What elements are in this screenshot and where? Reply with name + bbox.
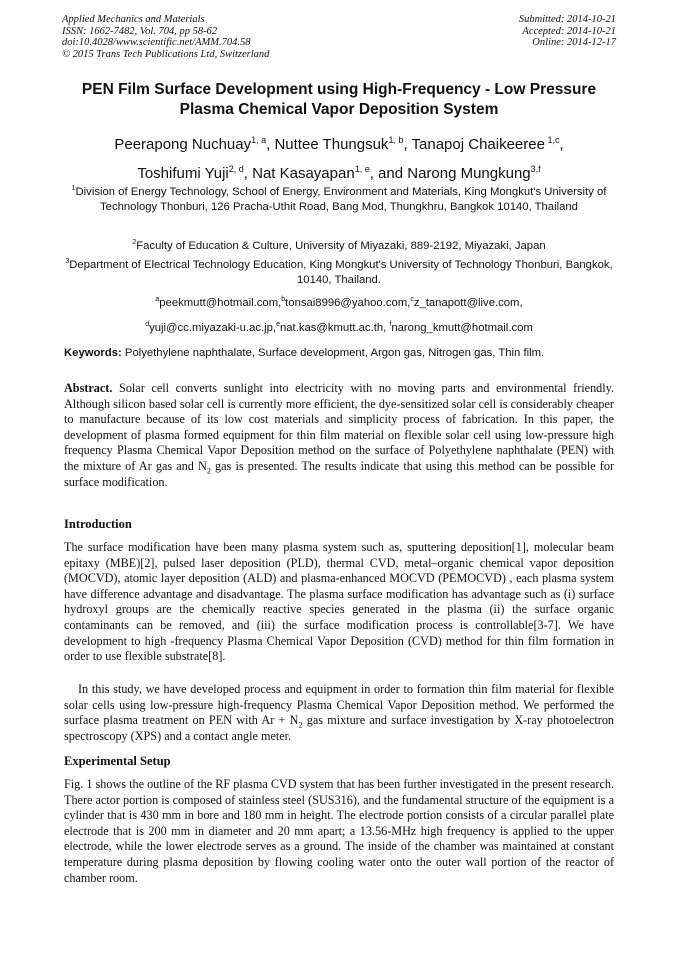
affiliation-2: $^2$Faculty of Education & Culture, University of Miyazaki, 889-2192, Miyazaki, Japan [132,239,546,252]
introduction-heading: Introduction [64,517,132,531]
email-line-1: $^a$peekmutt@hotmail.com,$^b$tonsai8996@yahoo.com,$^c$z_tanapott@live.com, [155,296,523,309]
introduction-paragraph-1: The surface modification have been many plasma system such as, sputtering deposition[1], molecular beam epitaxy (MBE)[2], pulsed laser deposition (PLD), thermal CVD, metal–organic chemical vapor deposition (MOCVD), atomic layer deposition (ALD) and plasma-enhanced MOCVD (PEMOCVD) , each plasma system have difference advantage and disadvantage. The plasma surface modification has advantage such as (i) surface hydroxyl groups are the chemically reactive species generated in the plasma (ii) the surface organic contaminants can be removed, and (iii) the surface modification process is controllable[3-7]. We have development to high -frequency Plasma Chemical Vapor Deposition (CVD) method for thin film formation in order to use flexible substrate[8]. [64,540,614,664]
author-name: Peerapong Nuchuay [114,136,252,153]
doi-line[interactable]: doi:10.4028/www.scientific.net/AMM.704.58 [62,37,251,48]
email-link[interactable]: peekmutt@hotmail.com, [159,296,282,309]
author-name: Nuttee Thungsuk [274,136,389,153]
email-line-2: $^d$yuji@cc.miyazaki-u.ac.jp,$^e$nat.kas@kmutt.ac.th, $^f$narong_kmutt@hotmail.com [145,320,533,334]
author-affiliation-mark: 1, a [251,135,267,145]
journal-name: Applied Mechanics and Materials [62,14,205,25]
author-name: Nat Kasayapan [252,165,355,182]
author-list [30,128,648,186]
journal-header-left [62,14,269,60]
keywords-text: Polyethylene naphthalate, Surface development, Argon gas, Nitrogen gas, Thin film. [121,347,545,359]
issn-line: ISSN: 1662-7482, Vol. 704, pp 58-62 [62,25,218,37]
journal-header-right [519,14,616,49]
abstract: Abstract. Solar cell converts sunlight into electricity with no moving parts and environmental friendly. Although silicon based solar cell is currently more efficient, the dye-sensitized solar cell is considerably cheaper to manufacture because of its low cost materials and simplicity process of fabrication. In this paper, the development of plasma formed equipment for thin film material on flexible solar cell using low-pressure high frequency Plasma Chemical Vapor Deposition method on the surface of Polyethylene naphthalate (PEN) with the mixture of Ar gas and $N_2$ gas is presented. The results indicate that using this method can be possible for surface modification. [64,381,615,489]
email-link[interactable]: nat.kas@kmutt.ac.th, [279,321,390,334]
keywords-label: Keywords: [64,347,122,359]
email-list [58,289,620,339]
email-link[interactable]: yuji@cc.miyazaki-u.ac.jp, [149,321,277,334]
author-affiliation-mark: 2, d [228,164,244,174]
experimental-setup-heading: Experimental Setup [64,754,171,768]
abstract-label: Abstract. [64,381,113,395]
author-affiliation-mark: 1, b [388,135,404,145]
author-name: Tanapoj Chaikeeree [411,136,545,153]
affiliation-3: $^3$Department of Electrical Technology Education, King Mongkut's University of Technology Thonburi, Bangkok, 10140, Thailand. [65,258,613,286]
copyright-line: © 2015 Trans Tech Publications Ltd, Switzerland [62,48,270,60]
submitted-date: Submitted: 2014-10-21 [518,14,616,25]
author-line-2: Toshifumi Yuji$^{2, d}$, Nat Kasayapan$^{1, e}$, and Narong Mungkung$^{3,f}$ [137,164,541,182]
introduction-paragraph-2: In this study, we have developed process and equipment in order to formation thin film material for flexible solar cells using low-pressure high-frequency Plasma Chemical Vapor Deposition method. We performed the surface plasma treatment on PEN with $Ar + N_2$ gas mixture and surface investigation by X-ray photoelectron spectroscopy (XPS) and a contact angle meter. [64,682,615,743]
title-line-1: PEN Film Surface Development using High-Frequency - Low Pressure [81,81,597,98]
online-date: Online: 2014-12-17 [532,37,616,48]
title-line-2: Plasma Chemical Vapor Deposition System [179,101,499,118]
email-link[interactable]: z_tanapott@live.com, [413,296,523,309]
affiliation-1: $^1$Division of Energy Technology, School of Energy, Environment and Materials, King Mongkut's University of Technology Thonburi, 126 Pracha-Uthit Road, Bang Mod, Thungkhru, Bangkok 10140, Thailand [71,185,607,213]
accepted-date: Accepted: 2014-10-21 [522,25,616,37]
author-affiliation-mark: 3,f [530,164,541,174]
email-link[interactable]: narong_kmutt@hotmail.com [391,321,533,334]
author-affiliation-mark: 1,c [544,135,560,145]
author-name: Toshifumi Yuji [137,165,229,182]
email-link[interactable]: tonsai8996@yahoo.com, [285,296,411,309]
author-line-1: Peerapong Nuchuay$^{1, a}$, Nuttee Thungsuk$^{1, b}$, Tanapoj Chaikeeree $^{1,c}$, [114,135,564,153]
keywords [64,346,614,361]
experimental-setup-paragraph: Fig. 1 shows the outline of the RF plasma CVD system that has been further investigated in the present research. There actor portion is composed of stainless steel (SUS316), and the fundamental structure of the equipment is a cylinder that is 430 mm in bore and 180 mm in height. The electrode portion consists of a circular parallel plate electrode that is 200 mm in diameter and 20 mm apart; a 13.56-MHz high frequency is applied to the upper electrode, while the lower electrode serves as a ground. The inside of the chamber was maintained at constant temperature during plasma deposition by flowing cooling water onto the outer wall portion of the reactor of chamber room. [64,777,614,885]
paper-title [40,80,638,120]
author-affiliation-mark: 1, e [354,164,370,174]
author-name: Narong Mungkung [407,165,531,182]
